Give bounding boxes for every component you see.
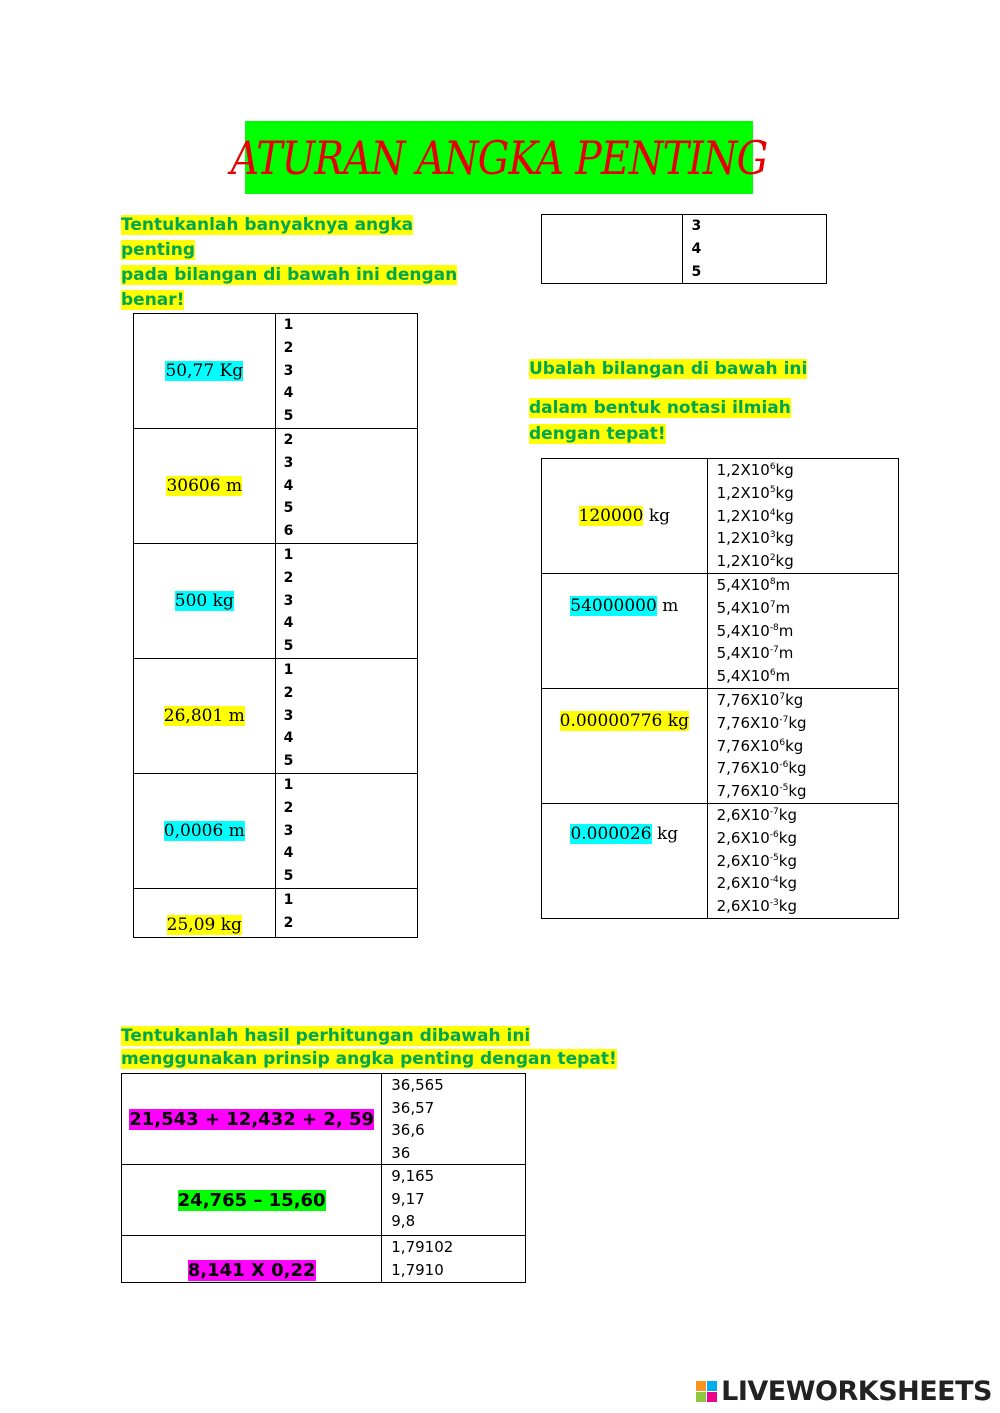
options-cell [275, 888, 417, 937]
answer-option[interactable]: $2,6X10^{-4}kg$ [716, 874, 798, 893]
answer-option[interactable]: $7,76X10^{-7}kg$ [716, 713, 807, 732]
answer-option[interactable]: $1,2X10^6kg$ [716, 461, 794, 479]
answer-option[interactable]: $1,2X10^5kg$ [716, 483, 794, 502]
answer-option[interactable]: 4 [283, 845, 294, 862]
answer-option[interactable]: 2 [283, 339, 294, 356]
question-cell: 0.00000776 kg [542, 688, 708, 803]
answer-option[interactable]: 4 [283, 730, 294, 747]
answer-option[interactable]: $5,4X10^{-7}m$ [716, 644, 794, 663]
expression-cell: 21,543 + 12,432 + 2, 59 [122, 1074, 382, 1165]
options-cell [275, 773, 417, 888]
answer-option[interactable]: $5,4X10^8m$ [716, 575, 791, 594]
answer-option[interactable]: $2,6X10^{-3}kg$ [716, 897, 798, 916]
table-row [122, 1165, 526, 1236]
table-row [542, 215, 827, 284]
logo-text: LIVEWORKSHEETS [721, 1376, 992, 1407]
options-cell [275, 314, 417, 429]
question-cell: 25,09 kg [134, 888, 276, 937]
answer-option[interactable]: $7,76X10^{-5}kg$ [716, 782, 807, 801]
question-cell: 500 kg [134, 543, 276, 658]
table-row [134, 888, 418, 937]
instruction-line: dengan tepat! [529, 424, 666, 444]
options-cell [275, 543, 417, 658]
table-row [542, 459, 899, 574]
answer-option[interactable]: 1 [283, 546, 294, 563]
scientific-notation-table [541, 458, 899, 919]
page-title: ATURAN ANGKA PENTING [230, 130, 768, 185]
table-row [134, 658, 418, 773]
instruction-line: benar! [121, 290, 185, 310]
instruction-line: pada bilangan di bawah ini dengan [121, 265, 458, 285]
answer-option[interactable]: 36 [391, 1143, 411, 1162]
answer-option[interactable]: 5 [283, 638, 294, 655]
answer-option[interactable]: 5 [283, 868, 294, 885]
options-cell [382, 1165, 526, 1236]
options-cell [683, 215, 827, 284]
answer-option[interactable]: 1,79102 [391, 1238, 454, 1256]
logo-squares-icon [696, 1381, 717, 1402]
answer-option[interactable]: 2 [283, 684, 294, 701]
answer-option[interactable]: $7,76X10^7kg$ [716, 690, 804, 709]
answer-option[interactable]: 2 [283, 914, 294, 931]
table-row [122, 1074, 526, 1165]
options-cell [382, 1074, 526, 1165]
answer-option[interactable]: 9,17 [391, 1189, 425, 1208]
options-cell [707, 573, 898, 688]
answer-option[interactable]: $2,6X10^{-5}kg$ [716, 851, 798, 870]
options-cell [707, 688, 898, 803]
answer-option[interactable]: 3 [283, 707, 294, 724]
answer-option[interactable]: 4 [283, 477, 294, 494]
table-row [122, 1236, 526, 1283]
instruction-line: penting [121, 240, 196, 260]
instruction-line: Ubalah bilangan di bawah ini [529, 359, 808, 379]
question-cell: 26,801 m [134, 658, 276, 773]
answer-option[interactable]: $5,4X10^7m$ [716, 598, 791, 617]
expression-cell: 8,141 X 0,22 [122, 1236, 382, 1283]
instruction-line: Tentukanlah banyaknya angka [121, 215, 414, 235]
answer-option[interactable]: 1 [283, 891, 294, 908]
answer-option[interactable]: 5 [283, 408, 294, 425]
question-cell: 50,77 Kg [134, 314, 276, 429]
title-banner [230, 121, 768, 194]
instruction-line: Tentukanlah hasil perhitungan dibawah ini [121, 1026, 531, 1046]
answer-option[interactable]: $7,76X10^6kg$ [716, 736, 804, 755]
question-cell: 30606 m [134, 428, 276, 543]
answer-option[interactable]: 36,6 [391, 1121, 425, 1139]
answer-option[interactable]: 2 [283, 569, 294, 586]
instruction-line: menggunakan prinsip angka penting dengan tepat! [121, 1049, 617, 1069]
section3-instruction [121, 1025, 621, 1071]
question-cell: 120000 kg [542, 459, 708, 574]
section2-instruction [529, 356, 859, 447]
answer-option[interactable]: 2 [283, 799, 294, 816]
options-cell [382, 1236, 526, 1283]
instruction-line: dalam bentuk notasi ilmiah [529, 398, 791, 418]
options-cell [707, 803, 898, 918]
answer-option[interactable]: $1,2X10^3kg$ [716, 529, 794, 548]
answer-option[interactable]: 1 [283, 776, 294, 793]
answer-option[interactable]: $5,4X10^{-8}m$ [716, 621, 794, 640]
question-cell: 0.000026 kg [542, 803, 708, 918]
answer-option[interactable]: $2,6X10^{-7}kg$ [716, 805, 798, 824]
options-cell [275, 428, 417, 543]
answer-option[interactable]: $5,4X10^6m$ [716, 667, 791, 686]
calculation-table [121, 1073, 526, 1283]
answer-option[interactable]: 3 [283, 822, 294, 839]
answer-option[interactable]: 4 [283, 615, 294, 632]
answer-option[interactable]: 5 [283, 753, 294, 770]
table-row [134, 428, 418, 543]
answer-option[interactable]: 5 [283, 500, 294, 517]
table-row [542, 803, 899, 918]
answer-option[interactable]: 9,165 [391, 1167, 435, 1185]
expression-cell: 24,765 – 15,60 [122, 1165, 382, 1236]
answer-option[interactable]: $7,76X10^{-6}kg$ [716, 759, 807, 778]
answer-option[interactable]: 3 [283, 362, 294, 379]
answer-option[interactable]: 4 [283, 385, 294, 402]
answer-option[interactable]: $1,2X10^4kg$ [716, 506, 794, 525]
question-cell: 0,0006 m [134, 773, 276, 888]
answer-option[interactable]: 3 [691, 218, 702, 234]
answer-option[interactable]: 4 [691, 240, 702, 257]
table-row [134, 773, 418, 888]
liveworksheets-logo [696, 1376, 992, 1407]
answer-option[interactable]: 3 [283, 454, 294, 471]
table-row [134, 543, 418, 658]
sigfig-count-table [133, 313, 418, 938]
answer-option[interactable]: 1 [283, 661, 294, 678]
options-cell [275, 658, 417, 773]
answer-option[interactable]: 36,565 [391, 1076, 444, 1094]
table-row [134, 314, 418, 429]
continued-options-table [541, 214, 827, 284]
answer-option[interactable]: $2,6X10^{-6}kg$ [716, 828, 798, 847]
answer-option[interactable]: 36,57 [391, 1098, 435, 1117]
answer-option[interactable]: $1,2X10^2kg$ [716, 552, 794, 571]
answer-option[interactable]: 1 [283, 317, 294, 333]
section1-instruction [121, 213, 481, 313]
empty-question-cell [542, 215, 683, 284]
answer-option[interactable]: 2 [283, 431, 294, 448]
question-cell: 54000000 m [542, 573, 708, 688]
answer-option[interactable]: 1,7910 [391, 1260, 444, 1279]
table-row [542, 688, 899, 803]
answer-option[interactable]: 3 [283, 592, 294, 609]
table-row [542, 573, 899, 688]
options-cell [707, 459, 898, 574]
answer-option[interactable]: 6 [283, 523, 294, 540]
answer-option[interactable]: 5 [691, 263, 702, 280]
answer-option[interactable]: 9,8 [391, 1212, 416, 1230]
